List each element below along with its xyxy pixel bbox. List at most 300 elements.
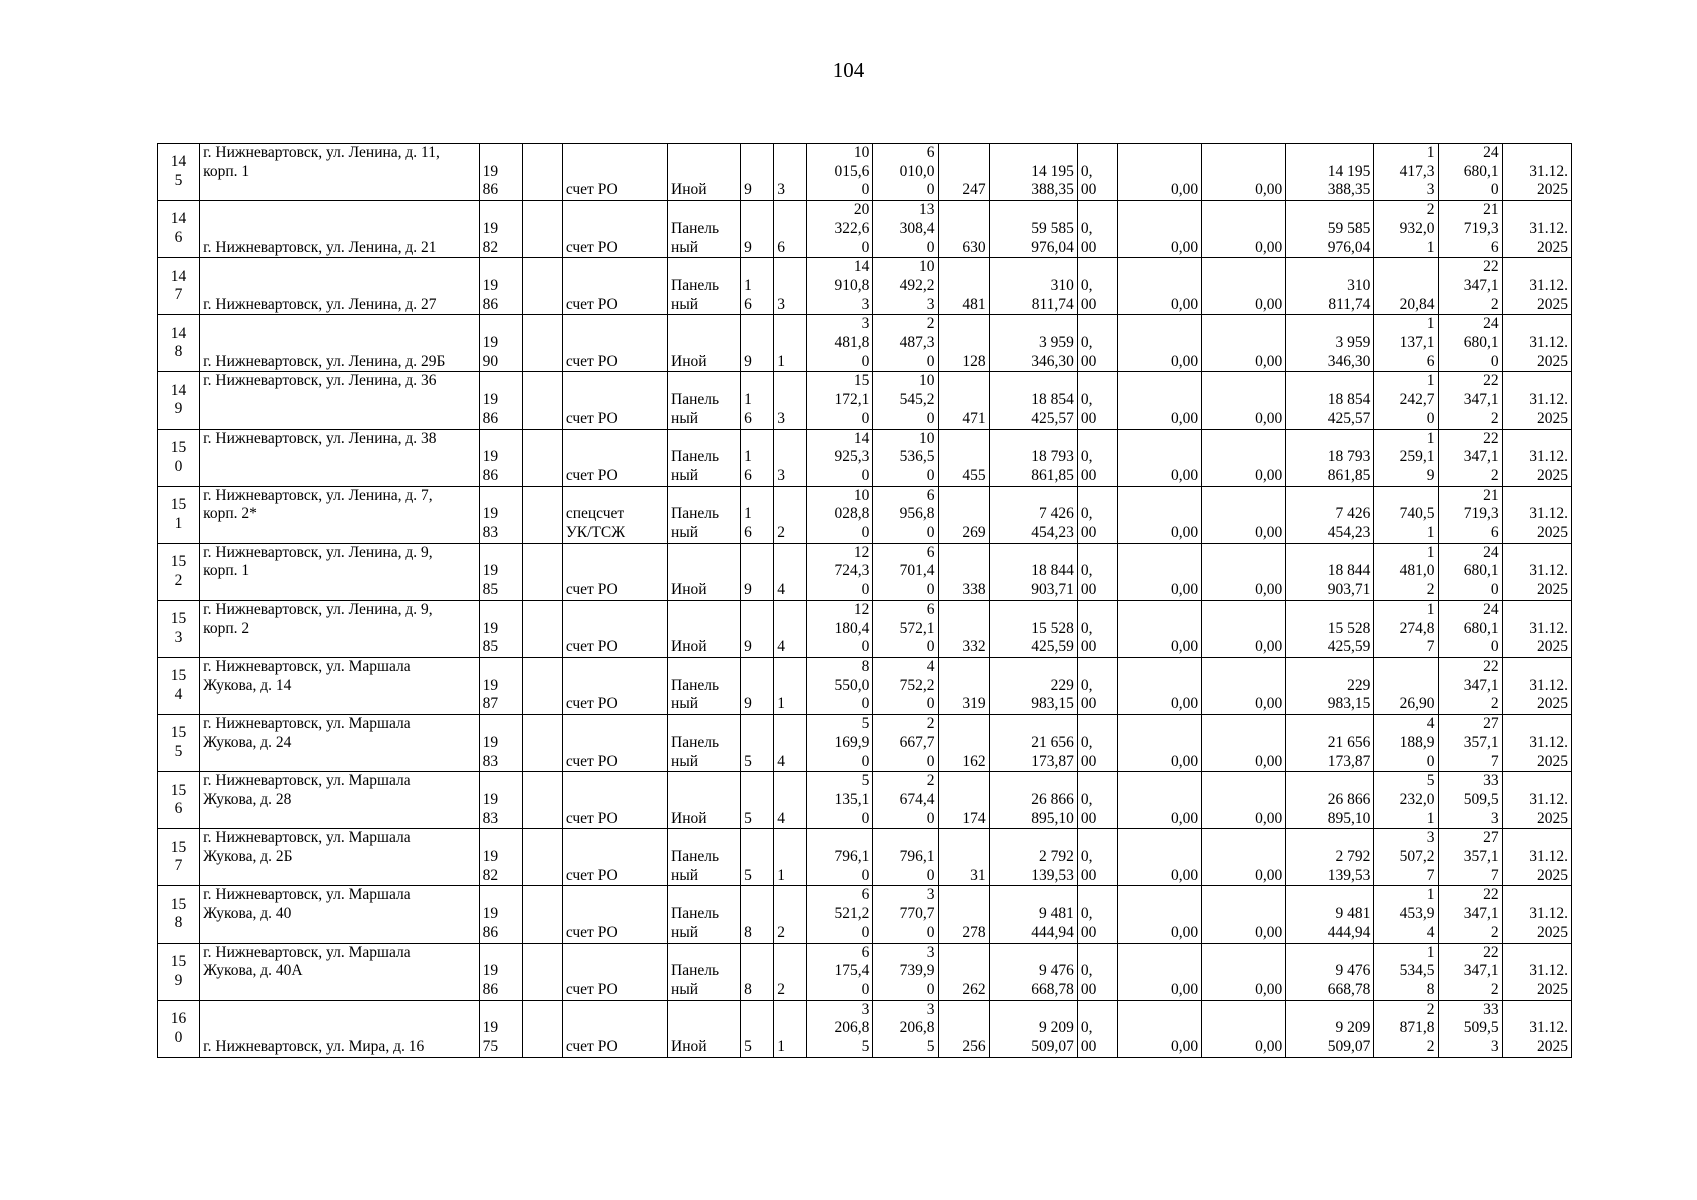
account-type-cell: счет РО: [562, 315, 667, 372]
total-area-cell: 20 322,6 0: [807, 201, 873, 258]
living-area-cell: 10 492,2 3: [873, 258, 938, 315]
total-area-cell: 12 180,4 0: [807, 600, 873, 657]
total-cost-cell: 2 792 139,53: [989, 829, 1077, 886]
empty-cell: [522, 372, 562, 429]
floors-cell: 8: [741, 943, 774, 1000]
row-number: 14 9: [158, 372, 200, 429]
total-cost-cell: 26 866 895,10: [989, 772, 1077, 829]
wall-material-cell: Панель ный: [668, 429, 741, 486]
max-cost-cell: 33 509,5 3: [1438, 772, 1502, 829]
row-number: 16 0: [158, 1000, 200, 1057]
residents-cell: 128: [938, 315, 989, 372]
residents-cell: 332: [938, 600, 989, 657]
build-year-cell: 19 86: [479, 429, 522, 486]
empty-cell: [522, 829, 562, 886]
fund-cost-cell: 9 481 444,94: [1286, 886, 1374, 943]
living-area-cell: 2 487,3 0: [873, 315, 938, 372]
budget-cell-a: 0,00: [1117, 600, 1201, 657]
cost-per-m2-cell: 4 188,9 0: [1374, 715, 1438, 772]
total-area-cell: 5 169,9 0: [807, 715, 873, 772]
address-cell: г. Нижневартовск, ул. Маршала Жукова, д. 2Б: [200, 829, 480, 886]
floors-cell: 9: [741, 315, 774, 372]
cost-per-m2-cell: 1 534,5 8: [1374, 943, 1438, 1000]
cost-per-m2-cell: 5 232,0 1: [1374, 772, 1438, 829]
build-year-cell: 19 82: [479, 201, 522, 258]
budget-cell-a: 0,00: [1117, 315, 1201, 372]
address-cell: г. Нижневартовск, ул. Маршала Жукова, д. 40А: [200, 943, 480, 1000]
residents-cell: 174: [938, 772, 989, 829]
row-number: 14 6: [158, 201, 200, 258]
floors-cell: 5: [741, 1000, 774, 1057]
budget-cell-a: 0,00: [1117, 943, 1201, 1000]
wall-material-cell: Панель ный: [668, 657, 741, 714]
wall-material-cell: Панель ный: [668, 715, 741, 772]
residents-cell: 630: [938, 201, 989, 258]
empty-cell: [522, 315, 562, 372]
address-cell: г. Нижневартовск, ул. Маршала Жукова, д. 14: [200, 657, 480, 714]
deadline-date-cell: 31.12. 2025: [1502, 1000, 1571, 1057]
floors-cell: 9: [741, 600, 774, 657]
deadline-date-cell: 31.12. 2025: [1502, 372, 1571, 429]
living-area-cell: 796,1 0: [873, 829, 938, 886]
floors-cell: 8: [741, 886, 774, 943]
zero-cost-cell: 0, 00: [1077, 715, 1117, 772]
table-row: [158, 144, 1572, 201]
fund-cost-cell: 26 866 895,10: [1286, 772, 1374, 829]
cost-per-m2-cell: 2 871,8 2: [1374, 1000, 1438, 1057]
living-area-cell: 6 010,0 0: [873, 144, 938, 201]
living-area-cell: 3 739,9 0: [873, 943, 938, 1000]
zero-cost-cell: 0, 00: [1077, 543, 1117, 600]
deadline-date-cell: 31.12. 2025: [1502, 829, 1571, 886]
account-type-cell: счет РО: [562, 1000, 667, 1057]
max-cost-cell: 27 357,1 7: [1438, 829, 1502, 886]
deadline-date-cell: 31.12. 2025: [1502, 715, 1571, 772]
table-row: [158, 600, 1572, 657]
total-area-cell: 3 206,8 5: [807, 1000, 873, 1057]
total-cost-cell: 18 854 425,57: [989, 372, 1077, 429]
budget-cell-b: 0,00: [1202, 429, 1286, 486]
zero-cost-cell: 0, 00: [1077, 315, 1117, 372]
entrances-cell: 4: [774, 715, 807, 772]
floors-cell: 9: [741, 201, 774, 258]
total-cost-cell: 9 209 509,07: [989, 1000, 1077, 1057]
budget-cell-a: 0,00: [1117, 486, 1201, 543]
empty-cell: [522, 429, 562, 486]
entrances-cell: 1: [774, 829, 807, 886]
entrances-cell: 3: [774, 144, 807, 201]
entrances-cell: 3: [774, 258, 807, 315]
total-cost-cell: 15 528 425,59: [989, 600, 1077, 657]
empty-cell: [522, 1000, 562, 1057]
build-year-cell: 19 82: [479, 829, 522, 886]
budget-cell-b: 0,00: [1202, 943, 1286, 1000]
total-area-cell: 12 724,3 0: [807, 543, 873, 600]
total-area-cell: 796,1 0: [807, 829, 873, 886]
zero-cost-cell: 0, 00: [1077, 201, 1117, 258]
table-row: [158, 486, 1572, 543]
build-year-cell: 19 86: [479, 372, 522, 429]
budget-cell-b: 0,00: [1202, 886, 1286, 943]
table-row: [158, 886, 1572, 943]
empty-cell: [522, 144, 562, 201]
deadline-date-cell: 31.12. 2025: [1502, 600, 1571, 657]
budget-cell-a: 0,00: [1117, 201, 1201, 258]
account-type-cell: счет РО: [562, 258, 667, 315]
deadline-date-cell: 31.12. 2025: [1502, 772, 1571, 829]
residents-cell: 262: [938, 943, 989, 1000]
living-area-cell: 6 701,4 0: [873, 543, 938, 600]
row-number: 15 2: [158, 543, 200, 600]
account-type-cell: счет РО: [562, 201, 667, 258]
deadline-date-cell: 31.12. 2025: [1502, 258, 1571, 315]
budget-cell-a: 0,00: [1117, 657, 1201, 714]
floors-cell: 9: [741, 657, 774, 714]
budget-cell-b: 0,00: [1202, 315, 1286, 372]
budget-cell-b: 0,00: [1202, 486, 1286, 543]
budget-cell-b: 0,00: [1202, 600, 1286, 657]
table-row: [158, 829, 1572, 886]
table-row: [158, 1000, 1572, 1057]
max-cost-cell: 22 347,1 2: [1438, 372, 1502, 429]
row-number: 15 6: [158, 772, 200, 829]
floors-cell: 5: [741, 715, 774, 772]
entrances-cell: 4: [774, 772, 807, 829]
fund-cost-cell: 9 209 509,07: [1286, 1000, 1374, 1057]
address-cell: г. Нижневартовск, ул. Маршала Жукова, д. 40: [200, 886, 480, 943]
address-cell: г. Нижневартовск, ул. Ленина, д. 11, корп. 1: [200, 144, 480, 201]
entrances-cell: 2: [774, 886, 807, 943]
table-row: [158, 201, 1572, 258]
max-cost-cell: 33 509,5 3: [1438, 1000, 1502, 1057]
total-area-cell: 14 910,8 3: [807, 258, 873, 315]
total-cost-cell: 9 481 444,94: [989, 886, 1077, 943]
row-number: 15 3: [158, 600, 200, 657]
row-number: 15 9: [158, 943, 200, 1000]
account-type-cell: счет РО: [562, 943, 667, 1000]
floors-cell: 1 6: [741, 372, 774, 429]
total-cost-cell: 18 793 861,85: [989, 429, 1077, 486]
residents-cell: 256: [938, 1000, 989, 1057]
empty-cell: [522, 258, 562, 315]
total-cost-cell: 9 476 668,78: [989, 943, 1077, 1000]
budget-cell-b: 0,00: [1202, 715, 1286, 772]
build-year-cell: 19 85: [479, 600, 522, 657]
zero-cost-cell: 0, 00: [1077, 886, 1117, 943]
living-area-cell: 2 674,4 0: [873, 772, 938, 829]
residents-cell: 471: [938, 372, 989, 429]
address-cell: г. Нижневартовск, ул. Ленина, д. 29Б: [200, 315, 480, 372]
wall-material-cell: Панель ный: [668, 943, 741, 1000]
living-area-cell: 10 536,5 0: [873, 429, 938, 486]
max-cost-cell: 24 680,1 0: [1438, 315, 1502, 372]
address-cell: г. Нижневартовск, ул. Ленина, д. 9, корп. 1: [200, 543, 480, 600]
row-number: 15 8: [158, 886, 200, 943]
wall-material-cell: Иной: [668, 600, 741, 657]
total-area-cell: 10 015,6 0: [807, 144, 873, 201]
account-type-cell: счет РО: [562, 772, 667, 829]
entrances-cell: 3: [774, 372, 807, 429]
table-row: [158, 943, 1572, 1000]
build-year-cell: 19 86: [479, 258, 522, 315]
build-year-cell: 19 83: [479, 772, 522, 829]
cost-per-m2-cell: 1 242,7 0: [1374, 372, 1438, 429]
deadline-date-cell: 31.12. 2025: [1502, 657, 1571, 714]
living-area-cell: 2 667,7 0: [873, 715, 938, 772]
empty-cell: [522, 715, 562, 772]
living-area-cell: 4 752,2 0: [873, 657, 938, 714]
residents-cell: 481: [938, 258, 989, 315]
total-area-cell: 15 172,1 0: [807, 372, 873, 429]
entrances-cell: 3: [774, 429, 807, 486]
account-type-cell: счет РО: [562, 829, 667, 886]
residents-cell: 31: [938, 829, 989, 886]
budget-cell-b: 0,00: [1202, 258, 1286, 315]
account-type-cell: счет РО: [562, 372, 667, 429]
max-cost-cell: 22 347,1 2: [1438, 657, 1502, 714]
address-cell: г. Нижневартовск, ул. Маршала Жукова, д. 28: [200, 772, 480, 829]
build-year-cell: 19 87: [479, 657, 522, 714]
max-cost-cell: 22 347,1 2: [1438, 258, 1502, 315]
fund-cost-cell: 15 528 425,59: [1286, 600, 1374, 657]
budget-cell-b: 0,00: [1202, 201, 1286, 258]
zero-cost-cell: 0, 00: [1077, 486, 1117, 543]
budget-cell-a: 0,00: [1117, 144, 1201, 201]
total-area-cell: 6 521,2 0: [807, 886, 873, 943]
total-area-cell: 14 925,3 0: [807, 429, 873, 486]
entrances-cell: 1: [774, 1000, 807, 1057]
address-cell: г. Нижневартовск, ул. Ленина, д. 9, корп. 2: [200, 600, 480, 657]
fund-cost-cell: 7 426 454,23: [1286, 486, 1374, 543]
empty-cell: [522, 600, 562, 657]
max-cost-cell: 21 719,3 6: [1438, 201, 1502, 258]
max-cost-cell: 27 357,1 7: [1438, 715, 1502, 772]
row-number: 15 7: [158, 829, 200, 886]
wall-material-cell: Панель ный: [668, 372, 741, 429]
max-cost-cell: 24 680,1 0: [1438, 543, 1502, 600]
wall-material-cell: Панель ный: [668, 486, 741, 543]
budget-cell-b: 0,00: [1202, 144, 1286, 201]
living-area-cell: 10 545,2 0: [873, 372, 938, 429]
address-cell: г. Нижневартовск, ул. Ленина, д. 21: [200, 201, 480, 258]
budget-cell-a: 0,00: [1117, 715, 1201, 772]
fund-cost-cell: 18 854 425,57: [1286, 372, 1374, 429]
wall-material-cell: Иной: [668, 315, 741, 372]
entrances-cell: 2: [774, 486, 807, 543]
table-row: [158, 772, 1572, 829]
living-area-cell: 3 206,8 5: [873, 1000, 938, 1057]
fund-cost-cell: 9 476 668,78: [1286, 943, 1374, 1000]
wall-material-cell: Панель ный: [668, 829, 741, 886]
deadline-date-cell: 31.12. 2025: [1502, 144, 1571, 201]
fund-cost-cell: 2 792 139,53: [1286, 829, 1374, 886]
row-number: 14 7: [158, 258, 200, 315]
zero-cost-cell: 0, 00: [1077, 144, 1117, 201]
residents-cell: 278: [938, 886, 989, 943]
floors-cell: 5: [741, 829, 774, 886]
cost-per-m2-cell: 3 507,2 7: [1374, 829, 1438, 886]
fund-cost-cell: 59 585 976,04: [1286, 201, 1374, 258]
account-type-cell: спецсчет УК/ТСЖ: [562, 486, 667, 543]
max-cost-cell: 22 347,1 2: [1438, 429, 1502, 486]
fund-cost-cell: 3 959 346,30: [1286, 315, 1374, 372]
address-cell: г. Нижневартовск, ул. Ленина, д. 27: [200, 258, 480, 315]
row-number: 14 5: [158, 144, 200, 201]
housing-register-table: [157, 143, 1572, 1058]
total-cost-cell: 229 983,15: [989, 657, 1077, 714]
fund-cost-cell: 229 983,15: [1286, 657, 1374, 714]
residents-cell: 455: [938, 429, 989, 486]
deadline-date-cell: 31.12. 2025: [1502, 201, 1571, 258]
budget-cell-a: 0,00: [1117, 372, 1201, 429]
deadline-date-cell: 31.12. 2025: [1502, 943, 1571, 1000]
budget-cell-a: 0,00: [1117, 772, 1201, 829]
living-area-cell: 6 572,1 0: [873, 600, 938, 657]
budget-cell-a: 0,00: [1117, 258, 1201, 315]
cost-per-m2-cell: 20,84: [1374, 258, 1438, 315]
deadline-date-cell: 31.12. 2025: [1502, 486, 1571, 543]
address-cell: г. Нижневартовск, ул. Ленина, д. 38: [200, 429, 480, 486]
build-year-cell: 19 83: [479, 715, 522, 772]
entrances-cell: 1: [774, 315, 807, 372]
total-cost-cell: 3 959 346,30: [989, 315, 1077, 372]
wall-material-cell: Иной: [668, 1000, 741, 1057]
total-cost-cell: 7 426 454,23: [989, 486, 1077, 543]
build-year-cell: 19 86: [479, 144, 522, 201]
floors-cell: 1 6: [741, 258, 774, 315]
floors-cell: 9: [741, 543, 774, 600]
cost-per-m2-cell: 2 932,0 1: [1374, 201, 1438, 258]
address-cell: г. Нижневартовск, ул. Мира, д. 16: [200, 1000, 480, 1057]
floors-cell: 9: [741, 144, 774, 201]
build-year-cell: 19 90: [479, 315, 522, 372]
living-area-cell: 13 308,4 0: [873, 201, 938, 258]
entrances-cell: 1: [774, 657, 807, 714]
living-area-cell: 3 770,7 0: [873, 886, 938, 943]
total-cost-cell: 14 195 388,35: [989, 144, 1077, 201]
total-cost-cell: 18 844 903,71: [989, 543, 1077, 600]
budget-cell-a: 0,00: [1117, 1000, 1201, 1057]
budget-cell-b: 0,00: [1202, 772, 1286, 829]
wall-material-cell: Иной: [668, 772, 741, 829]
fund-cost-cell: 21 656 173,87: [1286, 715, 1374, 772]
cost-per-m2-cell: 1 417,3 3: [1374, 144, 1438, 201]
zero-cost-cell: 0, 00: [1077, 600, 1117, 657]
living-area-cell: 6 956,8 0: [873, 486, 938, 543]
entrances-cell: 4: [774, 543, 807, 600]
cost-per-m2-cell: 1 453,9 4: [1374, 886, 1438, 943]
cost-per-m2-cell: 1 137,1 6: [1374, 315, 1438, 372]
total-area-cell: 8 550,0 0: [807, 657, 873, 714]
build-year-cell: 19 83: [479, 486, 522, 543]
entrances-cell: 2: [774, 943, 807, 1000]
empty-cell: [522, 772, 562, 829]
total-cost-cell: 310 811,74: [989, 258, 1077, 315]
cost-per-m2-cell: 1 259,1 9: [1374, 429, 1438, 486]
page-number: 104: [832, 58, 865, 82]
budget-cell-b: 0,00: [1202, 829, 1286, 886]
table-row: [158, 715, 1572, 772]
empty-cell: [522, 543, 562, 600]
entrances-cell: 4: [774, 600, 807, 657]
deadline-date-cell: 31.12. 2025: [1502, 543, 1571, 600]
fund-cost-cell: 18 793 861,85: [1286, 429, 1374, 486]
entrances-cell: 6: [774, 201, 807, 258]
max-cost-cell: 22 347,1 2: [1438, 943, 1502, 1000]
budget-cell-a: 0,00: [1117, 429, 1201, 486]
row-number: 15 0: [158, 429, 200, 486]
budget-cell-a: 0,00: [1117, 886, 1201, 943]
residents-cell: 162: [938, 715, 989, 772]
zero-cost-cell: 0, 00: [1077, 372, 1117, 429]
build-year-cell: 19 86: [479, 943, 522, 1000]
zero-cost-cell: 0, 00: [1077, 772, 1117, 829]
empty-cell: [522, 201, 562, 258]
row-number: 15 4: [158, 657, 200, 714]
total-area-cell: 6 175,4 0: [807, 943, 873, 1000]
residents-cell: 319: [938, 657, 989, 714]
budget-cell-a: 0,00: [1117, 829, 1201, 886]
row-number: 15 5: [158, 715, 200, 772]
fund-cost-cell: 310 811,74: [1286, 258, 1374, 315]
total-cost-cell: 59 585 976,04: [989, 201, 1077, 258]
table-row: [158, 657, 1572, 714]
zero-cost-cell: 0, 00: [1077, 258, 1117, 315]
floors-cell: 1 6: [741, 486, 774, 543]
table-body: [158, 144, 1572, 1058]
zero-cost-cell: 0, 00: [1077, 943, 1117, 1000]
total-area-cell: 3 481,8 0: [807, 315, 873, 372]
total-area-cell: 10 028,8 0: [807, 486, 873, 543]
deadline-date-cell: 31.12. 2025: [1502, 315, 1571, 372]
table-row: [158, 258, 1572, 315]
residents-cell: 269: [938, 486, 989, 543]
wall-material-cell: Иной: [668, 144, 741, 201]
max-cost-cell: 22 347,1 2: [1438, 886, 1502, 943]
deadline-date-cell: 31.12. 2025: [1502, 429, 1571, 486]
floors-cell: 5: [741, 772, 774, 829]
zero-cost-cell: 0, 00: [1077, 829, 1117, 886]
empty-cell: [522, 886, 562, 943]
empty-cell: [522, 943, 562, 1000]
total-cost-cell: 21 656 173,87: [989, 715, 1077, 772]
residents-cell: 338: [938, 543, 989, 600]
wall-material-cell: Иной: [668, 543, 741, 600]
account-type-cell: счет РО: [562, 429, 667, 486]
wall-material-cell: Панель ный: [668, 258, 741, 315]
max-cost-cell: 24 680,1 0: [1438, 600, 1502, 657]
address-cell: г. Нижневартовск, ул. Ленина, д. 36: [200, 372, 480, 429]
deadline-date-cell: 31.12. 2025: [1502, 886, 1571, 943]
empty-cell: [522, 486, 562, 543]
account-type-cell: счет РО: [562, 600, 667, 657]
cost-per-m2-cell: 740,5 1: [1374, 486, 1438, 543]
empty-cell: [522, 657, 562, 714]
address-cell: г. Нижневартовск, ул. Ленина, д. 7, корп. 2*: [200, 486, 480, 543]
zero-cost-cell: 0, 00: [1077, 657, 1117, 714]
table-row: [158, 372, 1572, 429]
account-type-cell: счет РО: [562, 715, 667, 772]
build-year-cell: 19 85: [479, 543, 522, 600]
account-type-cell: счет РО: [562, 543, 667, 600]
build-year-cell: 19 86: [479, 886, 522, 943]
budget-cell-b: 0,00: [1202, 657, 1286, 714]
wall-material-cell: Панель ный: [668, 886, 741, 943]
table-row: [158, 429, 1572, 486]
address-cell: г. Нижневартовск, ул. Маршала Жукова, д. 24: [200, 715, 480, 772]
floors-cell: 1 6: [741, 429, 774, 486]
budget-cell-b: 0,00: [1202, 543, 1286, 600]
